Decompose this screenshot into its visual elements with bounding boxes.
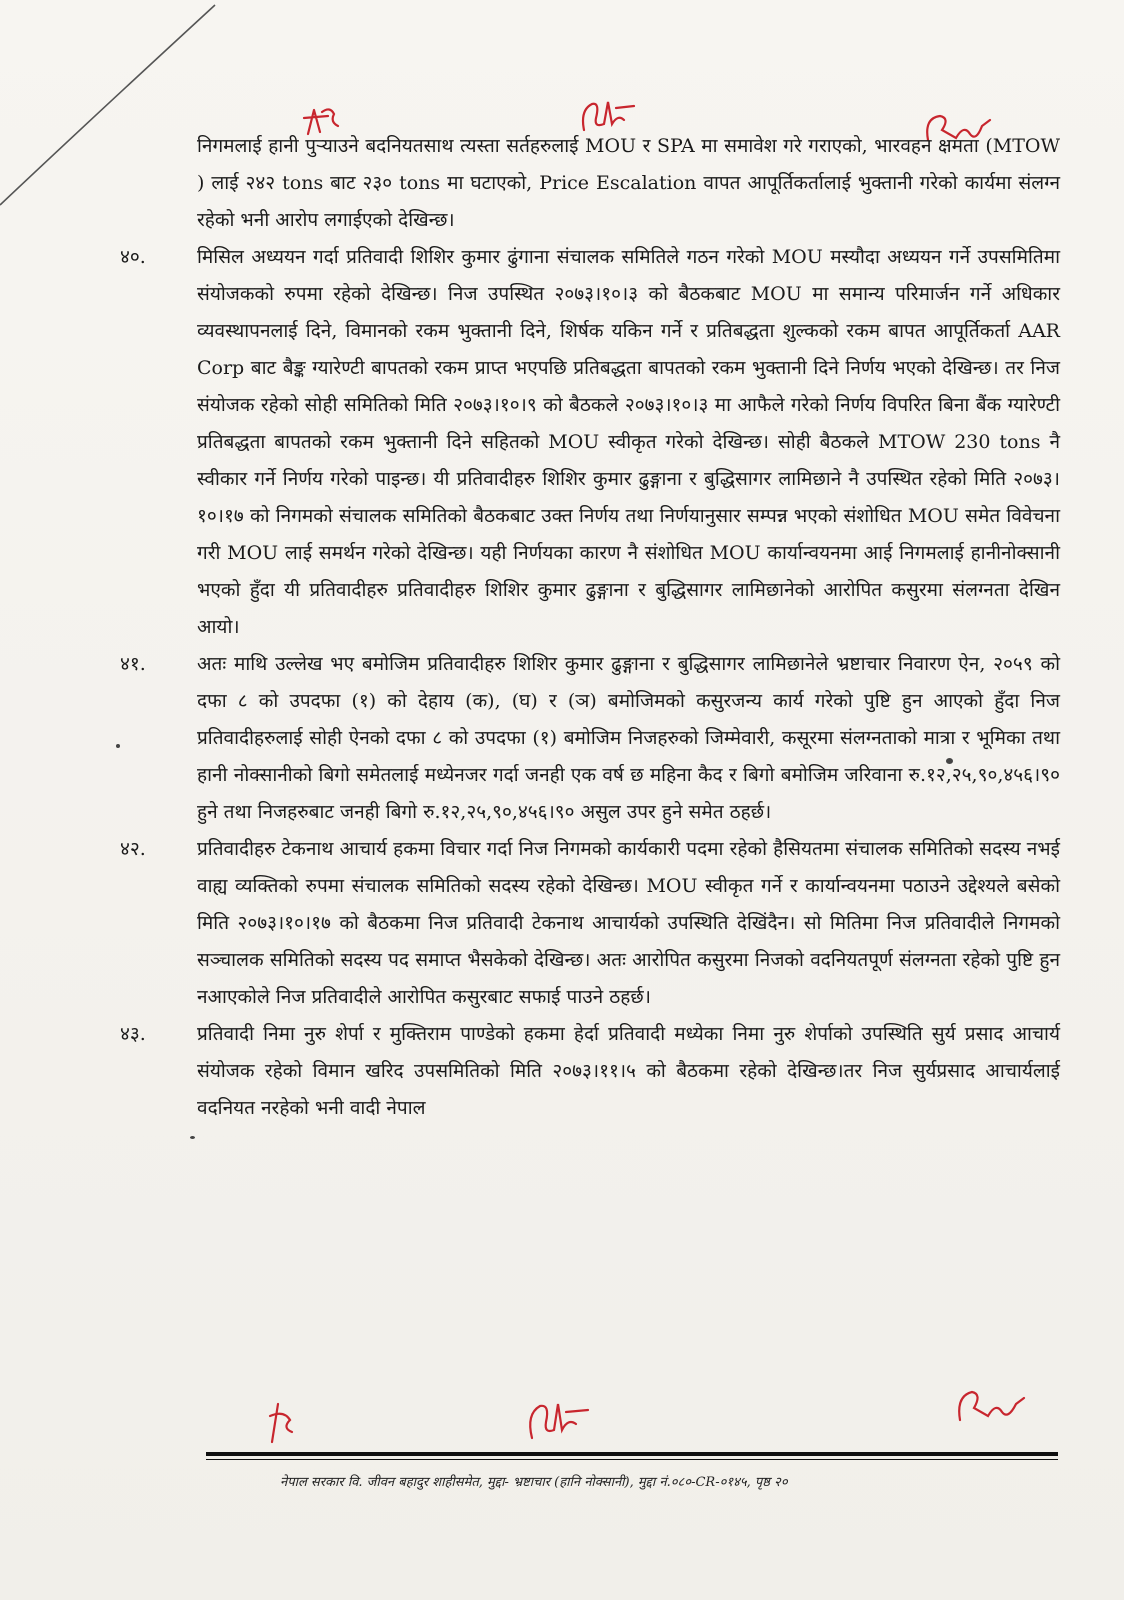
paragraph-number: ४१.	[120, 653, 146, 675]
signature-initial-bottom-3	[950, 1380, 1030, 1430]
intro-paragraph: निगमलाई हानी पुऱ्याउने बदनियतसाथ त्यस्ता सर्तहरुलाई MOU र SPA मा समावेश गरे गराएको, भारवहन क्षमता (MTOW ) लाई २४२ tons बाट २३० tons मा घटाएको, Price Escalation वापत आपूर्तिकर्तालाई भुक्तानी गरेको कार्यमा संलग्न रहेको भनी आरोप लगाईएको देखिन्छ।	[197, 135, 1060, 231]
paragraph-41	[120, 646, 1060, 831]
paragraph-42	[120, 831, 1060, 1016]
paragraph-number: ४०.	[120, 246, 146, 268]
paragraph-text: प्रतिवादीहरु टेकनाथ आचार्य हकमा विचार गर्दा निज निगमको कार्यकारी पदमा रहेको हैसियतमा संचालक समितिको सदस्य नभई वाह्य व्यक्तिको रुपमा संचालक समितिको सदस्य रहेको देखिन्छ। MOU स्वीकृत गर्ने र कार्यान्वयनमा पठाउने उद्देश्यले बसेको मिति २०७३।१०।१७ को बैठकमा निज प्रतिवादी टेकनाथ आचार्यको उपस्थिति देखिंदैन। सो मितिमा निज प्रतिवादीले निगमको सञ्चालक समितिको सदस्य पद समाप्त भैसकेको देखिन्छ। अतः आरोपित कसुरमा निजको वदनियतपूर्ण संलग्नता रहेको पुष्टि हुन नआएकोले निज प्रतिवादीले आरोपित कसुरबाट सफाई पाउने ठहर्छ।	[197, 838, 1060, 1008]
footer-rule-thin	[206, 1459, 1058, 1460]
scan-speck	[946, 758, 953, 764]
paragraph-number: ४३.	[120, 1023, 146, 1045]
paragraph-40	[120, 239, 1060, 646]
signature-initial-bottom-2	[520, 1390, 600, 1446]
paragraph-number: ४२.	[120, 838, 146, 860]
signature-initial-bottom-1	[262, 1396, 302, 1446]
footer-rule-thick	[206, 1452, 1058, 1456]
paragraph-text: मिसिल अध्ययन गर्दा प्रतिवादी शिशिर कुमार ढुंगाना संचालक समितिले गठन गरेको MOU मस्यौदा अध्ययन गर्ने उपसमितिमा संयोजकको रुपमा रहेको देखिन्छ। निज उपस्थित २०७३।१०।३ को बैठकबाट MOU मा समान्य परिमार्जन गर्ने अधिकार व्यवस्थापनलाई दिने, विमानको रकम भुक्तानी दिने, शिर्षक यकिन गर्ने र प्रतिबद्धता शुल्कको रकम बापत आपूर्तिकर्ता AAR Corp बाट बैङ्क ग्यारेण्टी बापतको रकम प्राप्त भएपछि प्रतिबद्धता बापतको रकम भुक्तानी दिने निर्णय भएको देखिन्छ। तर निज संयोजक रहेको सोही समितिको मिति २०७३।१०।९ को बैठकले २०७३।१०।३ मा आफैले गरेको निर्णय विपरित बिना बैंक ग्यारेण्टी प्रतिबद्धता बापतको रकम भुक्तानी दिने सहितको MOU स्वीकृत गरेको देखिन्छ। सोही बैठकले MTOW 230 tons नै स्वीकार गर्ने निर्णय गरेको पाइन्छ। यी प्रतिवादीहरु शिशिर कुमार ढुङ्गाना र बुद्धिसागर लामिछाने नै उपस्थित रहेको मिति २०७३।१०।१७ को निगमको संचालक समितिको बैठकबाट उक्त निर्णय तथा निर्णयानुसार सम्पन्न भएको संशोधित MOU समेत विवेचना गरी MOU लाई समर्थन गरेको देखिन्छ। यही निर्णयका कारण नै संशोधित MOU कार्यान्वयनमा आई निगमलाई हानीनोक्सानी भएको हुँदा यी प्रतिवादीहरु प्रतिवादीहरु शिशिर कुमार ढुङ्गाना र बुद्धिसागर लामिछानेको आरोपित कसुरमा संलग्नता देखिन आयो।	[197, 246, 1060, 638]
document-body	[120, 128, 1060, 1127]
paragraph-text: अतः माथि उल्लेख भए बमोजिम प्रतिवादीहरु शिशिर कुमार ढुङ्गाना र बुद्धिसागर लामिछानेले भ्रष्टाचार निवारण ऐन, २०५९ को दफा ८ को उपदफा (१) को देहाय (क), (घ) र (ञ) बमोजिमको कसुरजन्य कार्य गरेको पुष्टि हुन आएको हुँदा निज प्रतिवादीहरुलाई सोही ऐनको दफा ८ को उपदफा (१) बमोजिम निजहरुको जिम्मेवारी, कसूरमा संलग्नताको मात्रा र भूमिका तथा हानी नोक्सानीको बिगो समेतलाई मध्येनजर गर्दा जनही एक वर्ष छ महिना कैद र बिगो बमोजिम जरिवाना रु.१२,२५,९०,४५६।९० हुने तथा निजहरुबाट जनही बिगो रु.१२,२५,९०,४५६।९० असुल उपर हुने समेत ठहर्छ।	[197, 653, 1060, 823]
footer-citation: नेपाल सरकार वि. जीवन बहादुर शाहीसमेत, मुद्दा- भ्रष्टाचार (हानि नोक्सानी), मुद्दा नं.०८०-CR-०१४५, पृष्ठ २०	[280, 1475, 788, 1490]
paragraph-43	[120, 1016, 1060, 1127]
scan-speck	[190, 1136, 195, 1139]
scan-speck	[116, 744, 120, 748]
paragraph-text: प्रतिवादी निमा नुरु शेर्पा र मुक्तिराम पाण्डेको हकमा हेर्दा प्रतिवादी मध्येका निमा नुरु शेर्पाको उपस्थिति सुर्य प्रसाद आचार्य संयोजक रहेको विमान खरिद उपसमितिको मिति २०७३।११।५ को बैठकमा रहेको देखिन्छ।तर निज सुर्यप्रसाद आचार्यलाई वदनियत नरहेको भनी वादी नेपाल	[197, 1023, 1060, 1119]
